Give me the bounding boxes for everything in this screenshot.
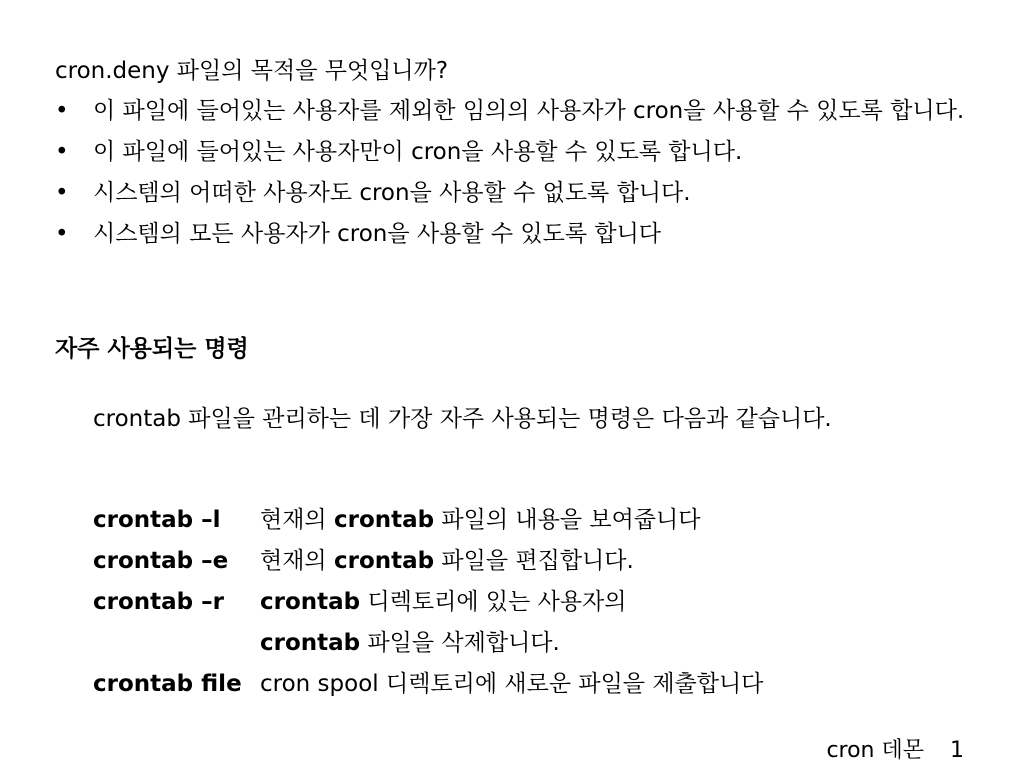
command-row [93,628,763,669]
slide-footer [826,738,964,764]
answer-option-text: 이 파일에 들어있는 사용자를 제외한 임의의 사용자가 cron을 사용할 수 있도록 합니다. [93,98,965,124]
command-row [93,505,763,546]
bullet-icon: • [55,221,69,247]
command-desc-prefix: cron spool 디렉토리에 새로운 파일을 제출합니다 [260,671,764,697]
command-row [93,587,763,628]
command-description [260,546,763,587]
answer-options-list [55,96,965,260]
answer-option-text: 시스템의 어떠한 사용자도 cron을 사용할 수 없도록 합니다. [93,180,691,206]
section-title: 자주 사용되는 명령 [55,336,249,362]
bullet-icon: • [55,98,69,124]
answer-option [55,178,965,208]
footer-label: cron 데몬 [826,738,924,763]
command-desc-prefix: 현재의 [260,507,334,533]
page-number: 1 [950,738,964,763]
command-desc-suffix: 파일을 삭제합니다. [360,630,560,656]
section-intro: crontab 파일을 관리하는 데 가장 자주 사용되는 명령은 다음과 같습니다. [93,406,832,432]
command-name: crontab –e [93,548,229,574]
question-title: cron.deny 파일의 목적을 무엇입니까? [55,58,449,84]
command-row [93,669,763,710]
command-desc-suffix: 파일을 편집합니다. [434,548,634,574]
command-name [93,628,260,669]
bullet-icon: • [55,139,69,165]
command-description [260,628,763,669]
command-desc-suffix: 파일의 내용을 보여줍니다 [434,507,701,533]
command-description [260,669,763,710]
command-desc-prefix: 현재의 [260,548,334,574]
bullet-icon: • [55,180,69,206]
answer-option-text: 이 파일에 들어있는 사용자만이 cron을 사용할 수 있도록 합니다. [93,139,743,165]
command-name: crontab –r [93,589,224,615]
command-desc-suffix: 디렉토리에 있는 사용자의 [360,589,627,615]
command-desc-bold: crontab [333,507,435,533]
command-table [93,505,763,710]
command-desc-bold: crontab [260,630,361,656]
command-description [260,587,763,628]
answer-option-text: 시스템의 모든 사용자가 cron을 사용할 수 있도록 합니다 [93,221,662,247]
command-desc-bold: crontab [260,589,361,615]
command-name: crontab file [93,671,242,697]
answer-option [55,219,965,249]
answer-option [55,96,965,126]
command-desc-bold: crontab [333,548,435,574]
command-row [93,546,763,587]
answer-option [55,137,965,167]
command-name: crontab –l [93,507,221,533]
command-description [260,505,763,546]
